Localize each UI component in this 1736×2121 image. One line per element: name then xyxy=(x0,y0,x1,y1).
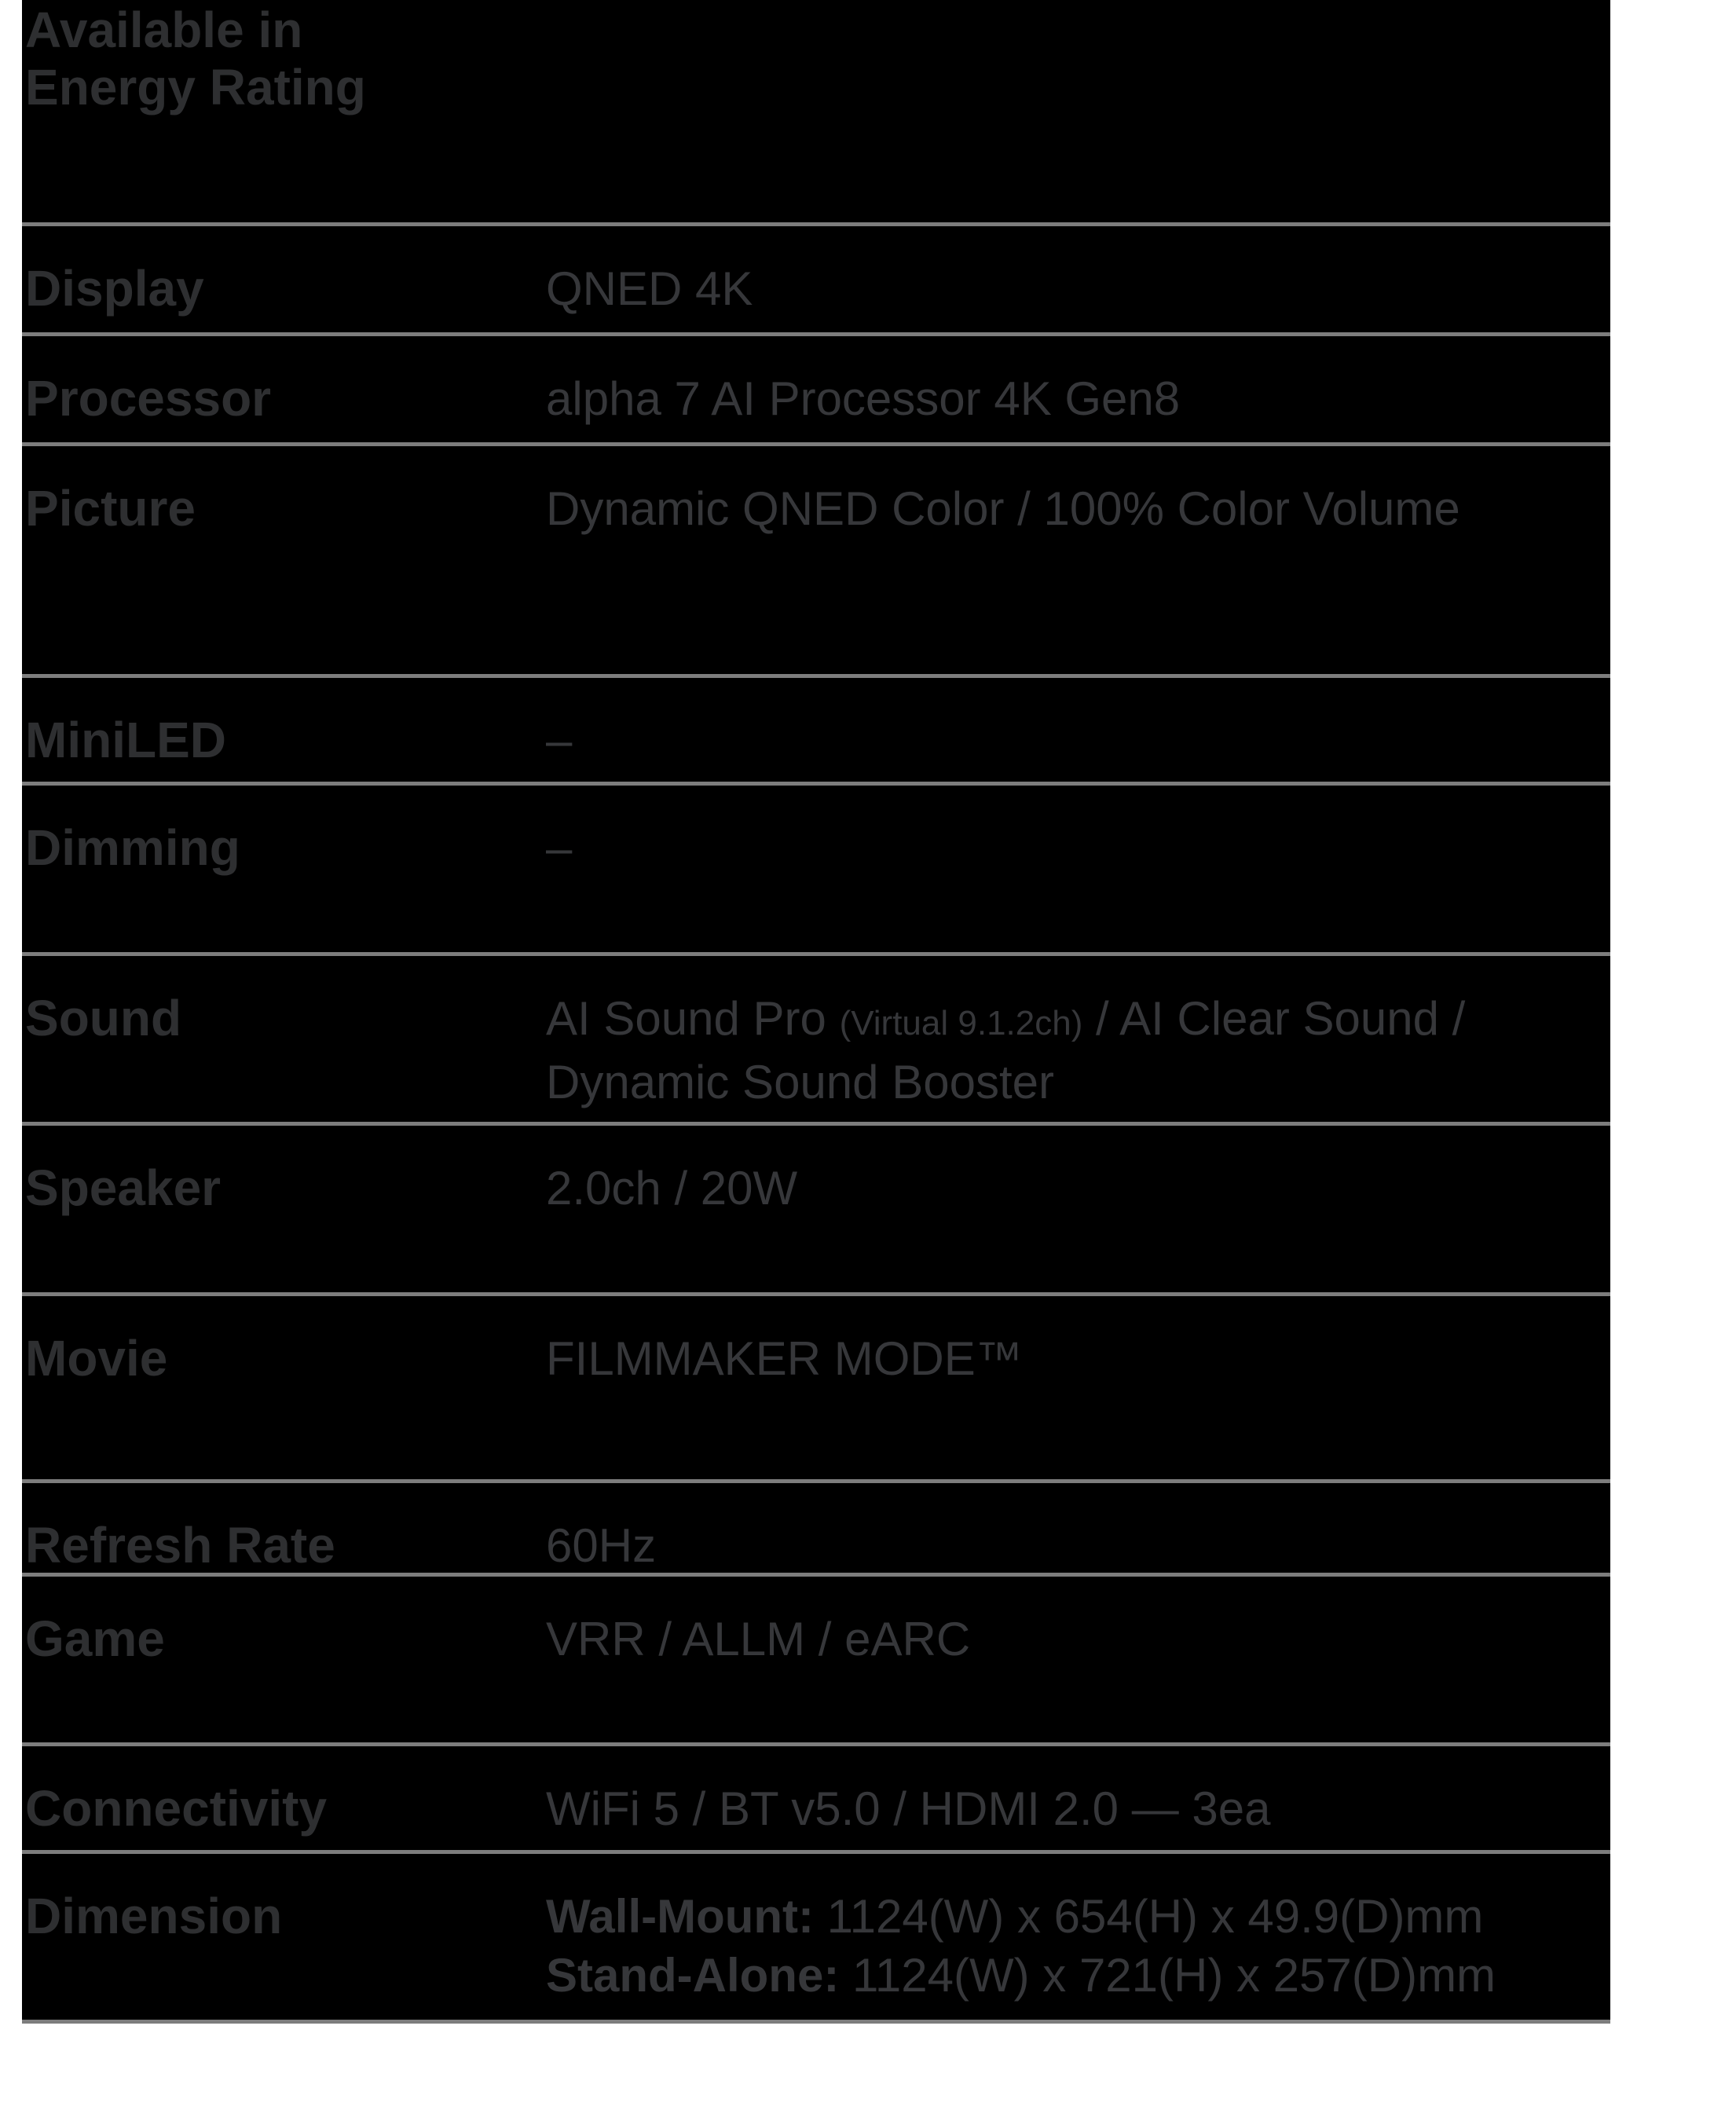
row-value-picture xyxy=(546,479,1610,538)
row-value-game xyxy=(546,1610,1610,1669)
value-line xyxy=(546,479,1598,538)
table-header-row xyxy=(22,0,1610,222)
header-line1: Available in xyxy=(25,2,303,58)
spec-row-game xyxy=(22,1573,1610,1742)
value-segment: Dynamic Sound Booster xyxy=(546,1056,1054,1108)
spec-row-speaker xyxy=(22,1122,1610,1292)
value-segment: 2.0ch / 20W xyxy=(546,1162,798,1214)
spec-row-sound xyxy=(22,952,1610,1122)
row-label-movie: Movie xyxy=(25,1330,168,1387)
spec-row-dimming xyxy=(22,782,1610,952)
value-segment: alpha 7 AI Processor 4K Gen8 xyxy=(546,372,1181,425)
row-label-connectivity: Connectivity xyxy=(25,1780,328,1837)
value-segment: / AI Clear Sound / xyxy=(1082,992,1466,1045)
value-segment: 1124(W) x 654(H) x 49.9(D)mm xyxy=(814,1890,1484,1943)
value-segment: VRR / ALLM / eARC xyxy=(546,1613,971,1665)
row-value-movie xyxy=(546,1329,1610,1388)
value-line xyxy=(546,1329,1598,1388)
row-label-refresh-rate: Refresh Rate xyxy=(25,1517,335,1573)
spec-row-miniled xyxy=(22,674,1610,782)
row-value-speaker xyxy=(546,1159,1610,1218)
value-segment: FILMMAKER MODE™ xyxy=(546,1332,1023,1385)
row-label-sound: Sound xyxy=(25,990,182,1046)
value-line xyxy=(546,1610,1598,1669)
row-label-picture: Picture xyxy=(25,480,196,537)
value-line xyxy=(546,1516,1598,1573)
value-line xyxy=(546,1159,1598,1218)
row-value-processor xyxy=(546,369,1610,428)
value-line xyxy=(546,369,1598,428)
row-label-miniled: MiniLED xyxy=(25,712,226,768)
row-label-processor: Processor xyxy=(25,370,272,427)
value-line xyxy=(546,1779,1598,1838)
spec-row-picture xyxy=(22,442,1610,674)
value-line xyxy=(546,1946,1598,2005)
value-segment: Wall-Mount: xyxy=(546,1890,814,1943)
value-segment: Stand-Alone: xyxy=(546,1949,840,2002)
header-line2: Energy Rating xyxy=(25,59,366,115)
value-line xyxy=(546,819,1598,877)
row-value-dimming xyxy=(546,819,1610,877)
spec-row-connectivity xyxy=(22,1742,1610,1850)
spec-row-display xyxy=(22,222,1610,332)
row-label-dimming: Dimming xyxy=(25,819,240,876)
row-label-display: Display xyxy=(25,260,204,317)
spec-row-dimension xyxy=(22,1850,1610,2020)
value-segment: QNED 4K xyxy=(546,262,753,315)
value-segment: 60Hz xyxy=(546,1519,657,1572)
spec-row-processor xyxy=(22,332,1610,442)
row-label-game: Game xyxy=(25,1610,165,1667)
value-segment: (Virtual 9.1.2ch) xyxy=(839,1004,1083,1042)
value-line xyxy=(546,1053,1598,1112)
spec-table xyxy=(22,0,1610,2024)
value-line xyxy=(546,989,1598,1053)
row-label-speaker: Speaker xyxy=(25,1159,222,1216)
row-value-sound xyxy=(546,989,1610,1112)
row-value-miniled xyxy=(546,711,1610,770)
value-line xyxy=(546,1887,1598,1946)
row-value-refresh-rate xyxy=(546,1516,1610,1573)
spec-row-movie xyxy=(22,1292,1610,1479)
value-segment: AI Sound Pro xyxy=(546,992,840,1045)
value-segment: Dynamic QNED Color / 100% Color Volume xyxy=(546,482,1460,535)
value-segment: – xyxy=(546,822,573,874)
value-segment: WiFi 5 / BT v5.0 / HDMI 2.0 — 3ea xyxy=(546,1782,1271,1835)
row-value-dimension xyxy=(546,1887,1610,2005)
value-segment: 1124(W) x 721(H) x 257(D)mm xyxy=(839,1949,1496,2002)
value-line xyxy=(546,711,1598,770)
value-line xyxy=(546,259,1598,318)
row-value-connectivity xyxy=(546,1779,1610,1838)
header-label xyxy=(22,2,1610,116)
spec-row-refresh-rate xyxy=(22,1479,1610,1573)
row-label-dimension: Dimension xyxy=(25,1888,283,1944)
value-segment: – xyxy=(546,714,573,767)
row-value-display xyxy=(546,259,1610,318)
